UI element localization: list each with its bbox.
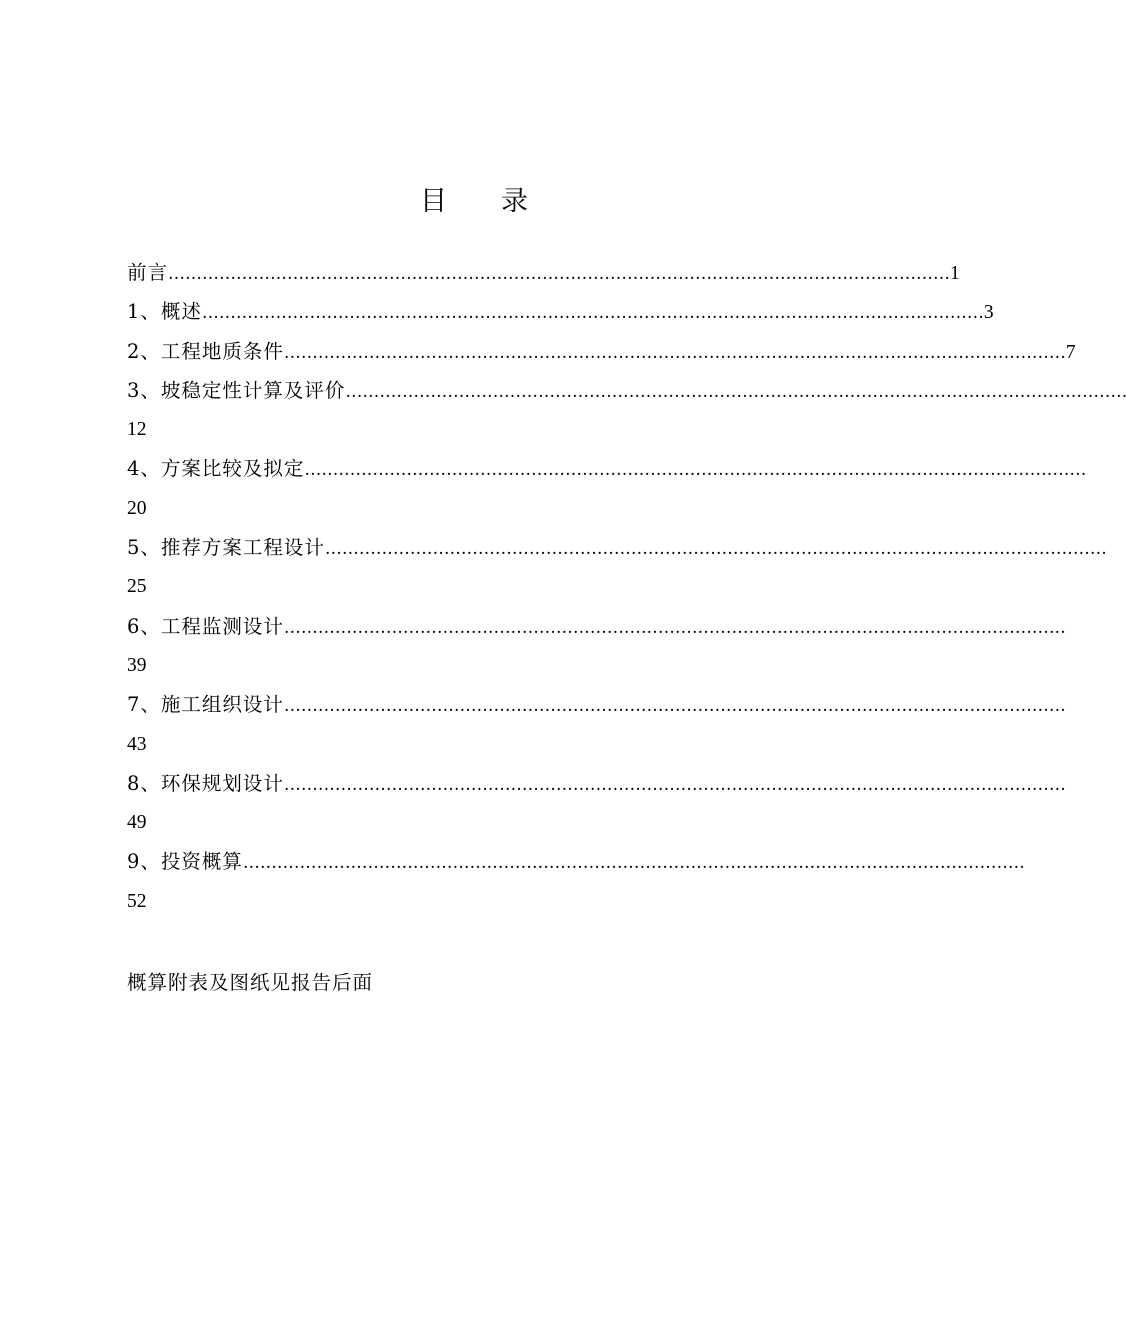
toc-entry-label: 5、推荐方案工程设计 <box>127 536 325 560</box>
toc-entry[interactable] <box>127 685 1066 724</box>
toc-entry-page: 20 <box>127 497 147 519</box>
toc-entry[interactable] <box>127 607 1066 646</box>
toc-leader-dots: ………………………………………………………………………………………………………………………… <box>304 460 1087 481</box>
toc-entry-page: 25 <box>127 576 147 598</box>
toc-entry-page: 12 <box>127 419 147 441</box>
toc-entry[interactable] <box>127 253 960 292</box>
toc-entry-label: 7、施工组织设计 <box>127 693 284 717</box>
toc-title-char-2: 录 <box>501 186 530 217</box>
toc-entry[interactable] <box>127 371 1127 410</box>
toc-list <box>127 253 1127 921</box>
toc-entry[interactable] <box>127 332 1076 371</box>
toc-leader-dots: ………………………………………………………………………………………………………………………… <box>283 696 1066 717</box>
toc-entry-page: 49 <box>127 812 147 834</box>
toc-entry-label: 2、工程地质条件 <box>127 339 284 363</box>
toc-leader-dots: ………………………………………………………………………………………………………………………… <box>168 264 951 284</box>
toc-leader-dots: ………………………………………………………………………………………………………………………… <box>242 853 1025 874</box>
toc-entry[interactable] <box>127 528 1107 567</box>
toc-title-char-1: 目 <box>420 186 449 217</box>
toc-leader-dots: ………………………………………………………………………………………………………………………… <box>283 774 1066 795</box>
toc-entry[interactable] <box>127 842 1025 881</box>
toc-entry-page: 43 <box>127 733 147 755</box>
toc-leader-dots: ………………………………………………………………………………………………………………………… <box>283 617 1066 638</box>
toc-entry[interactable] <box>127 449 1087 488</box>
toc-entry-page: 1 <box>950 263 960 284</box>
toc-entry-label: 1、概述 <box>127 300 202 324</box>
toc-entry-label: 6、工程监测设计 <box>127 614 284 638</box>
toc-leader-dots: ………………………………………………………………………………………………………………………… <box>201 303 984 324</box>
toc-entry-page: 39 <box>127 654 147 676</box>
toc-entry-label: 8、环保规划设计 <box>127 771 284 795</box>
toc-entry-page: 52 <box>127 890 147 912</box>
toc-entry-page: 3 <box>983 302 994 324</box>
toc-entry-label: 4、方案比较及拟定 <box>127 457 305 481</box>
toc-entry-label: 前言 <box>127 261 169 284</box>
toc-entry-label: 9、投资概算 <box>127 850 243 874</box>
toc-leader-dots: ………………………………………………………………………………………………………………………… <box>283 342 1066 363</box>
toc-entry-page: 7 <box>1065 341 1076 363</box>
toc-entry[interactable] <box>127 764 1066 803</box>
toc-title <box>0 182 950 222</box>
appendix-note: 概算附表及图纸见报告后面 <box>127 971 374 994</box>
toc-entry-label: 3、坡稳定性计算及评价 <box>127 378 346 402</box>
toc-leader-dots: ………………………………………………………………………………………………………………………… <box>324 539 1107 560</box>
toc-entry[interactable] <box>127 292 994 331</box>
toc-leader-dots: ………………………………………………………………………………………………………………………… <box>345 381 1127 402</box>
